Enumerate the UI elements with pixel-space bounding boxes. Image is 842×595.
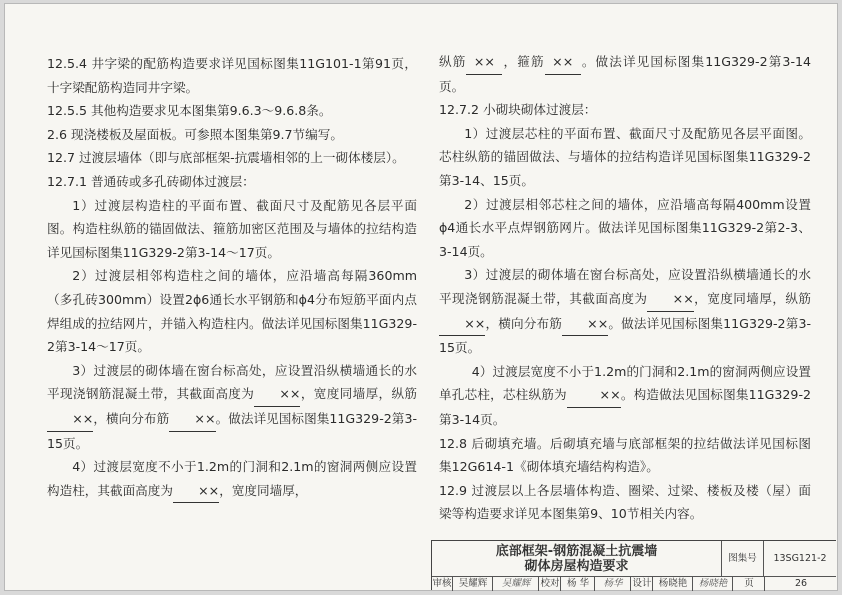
blank-field: ×× [173,479,219,504]
paragraph-12-7-1-item-3: 3）过渡层的砌体墙在窗台标高处，应设置沿纵横墙通长的水平现浇钢筋混凝土带，其截面高度为 ××，宽度同墙厚，纵筋××，横向分布筋 ××。做法详见国标图集11G329-2第3-15页。 [47,362,418,451]
title-block [431,540,836,590]
atlas-number-value: 13SG121-2 [764,541,836,577]
paragraph-12-5-5: 12.5.5 其他构造要求见本图集第9.6.3～9.6.8条。 [47,103,332,119]
paragraph-12-7-1: 12.7.1 普通砖或多孔砖砌体过渡层： [47,173,255,189]
signature-row [432,577,837,591]
left-column [47,52,417,503]
paragraph-12-7-2-item-1: 1）过渡层芯柱的平面布置、截面尺寸及配筋见各层平面图。芯柱纵筋的锚固做法、与墙体的拉结构造详见国标图集11G329-2第3-14、15页。 [439,125,811,188]
paragraph-12-7-1-item-4: 4）过渡层宽度不小于1.2m的门洞和2.1m的窗洞两侧应设置构造柱，其截面高度为 ××，宽度同墙厚， [47,455,417,503]
paragraph-12-7-2-item-4: 4）过渡层宽度不小于1.2m的门洞和2.1m的窗洞两侧应设置单孔芯柱，芯柱纵筋为 ××。构造做法见国标图集11G329-2第3-14页。 [439,363,812,427]
page-label: 页 [732,577,765,591]
checker-signature: 杨华 [594,577,631,591]
blank-field: ×× [466,50,502,75]
blank-field: ×× [545,50,581,75]
blank-field: ×× [567,383,621,408]
check-label: 校对 [538,577,561,591]
atlas-number-label: 图集号 [722,541,764,577]
paragraph-12-8: 12.8 后砌填充墙。后砌填充墙与底部框架的拉结做法详见国标图集12G614-1《砌体填充墙结构构造》。 [439,435,811,475]
design-label: 设计 [630,577,653,591]
reviewer-name: 吴耀辉 [452,577,493,591]
paragraph-12-5-4: 12.5.4 井字梁的配筋构造要求详见国标图集11G101-1第91页，十字梁配筋构造同井字梁。 [47,56,417,95]
blank-field: ×× [439,312,485,337]
blank-field: ×× [47,407,93,432]
paragraph-12-7-1-item-1: 1）过渡层构造柱的平面布置、截面尺寸及配筋见各层平面图。构造柱纵筋的锚固做法、箍筋加密区范围及与墙体的拉结构造详见国标图集11G329-2第3-14～17页。 [47,197,417,260]
paragraph-12-7: 12.7 过渡层墙体（即与底部框架-抗震墙相邻的上一砌体楼层）。 [47,150,405,166]
blank-field: ×× [254,382,300,407]
page-number: 26 [764,577,837,591]
designer-signature: 杨晓艳 [692,577,733,591]
drawing-sheet [4,3,838,591]
designer-name: 杨晓艳 [652,577,693,591]
blank-field: ×× [562,312,608,337]
paragraph-12-7-2-item-3: 3）过渡层的砌体墙在窗台标高处，应设置沿纵横墙通长的水平现浇钢筋混凝土带，其截面高度为 ××，宽度同墙厚，纵筋××，横向分布筋 ××。做法详见国标图集11G329-2第3-15页。 [439,267,812,356]
blank-field: ×× [169,407,215,432]
paragraph-12-7-2: 12.7.2 小砌块砌体过渡层： [439,102,597,118]
paragraph-12-7-1-item-4-cont: 纵筋 ×× ，箍筋 ×× 。做法详见国标图集11G329-2第3-14页。 [439,50,811,98]
checker-name: 杨 华 [560,577,595,591]
review-label: 审核 [432,578,452,589]
paragraph-12-7-2-item-2: 2）过渡层相邻芯柱之间的墙体，应沿墙高每隔400mm设置ϕ4通长水平点焊钢筋网片。做法详见国标图集11G329-2第2-3、3-14页。 [439,196,811,259]
right-column [439,50,811,526]
reviewer-signature: 吴耀辉 [492,577,539,591]
drawing-title: 底部框架-钢筋混凝土抗震墙 砌体房屋构造要求 [432,541,722,577]
paragraph-2-6: 2.6 现浇楼板及屋面板。可参照本图集第9.7节编写。 [47,126,343,142]
paragraph-12-9: 12.9 过渡层以上各层墙体构造、圈梁、过梁、楼板及楼（屋）面梁等构造要求详见本图集第9、10节相关内容。 [439,482,811,522]
paragraph-12-7-1-item-2: 2）过渡层相邻构造柱之间的墙体，应沿墙高每隔360mm（多孔砖300mm）设置2ϕ6通长水平钢筋和ϕ4分布短筋平面内点焊组成的拉结网片，并锚入构造柱内。做法详见国标图集11G329-2第3-14～17页。 [47,268,417,355]
blank-field: ×× [647,287,693,312]
